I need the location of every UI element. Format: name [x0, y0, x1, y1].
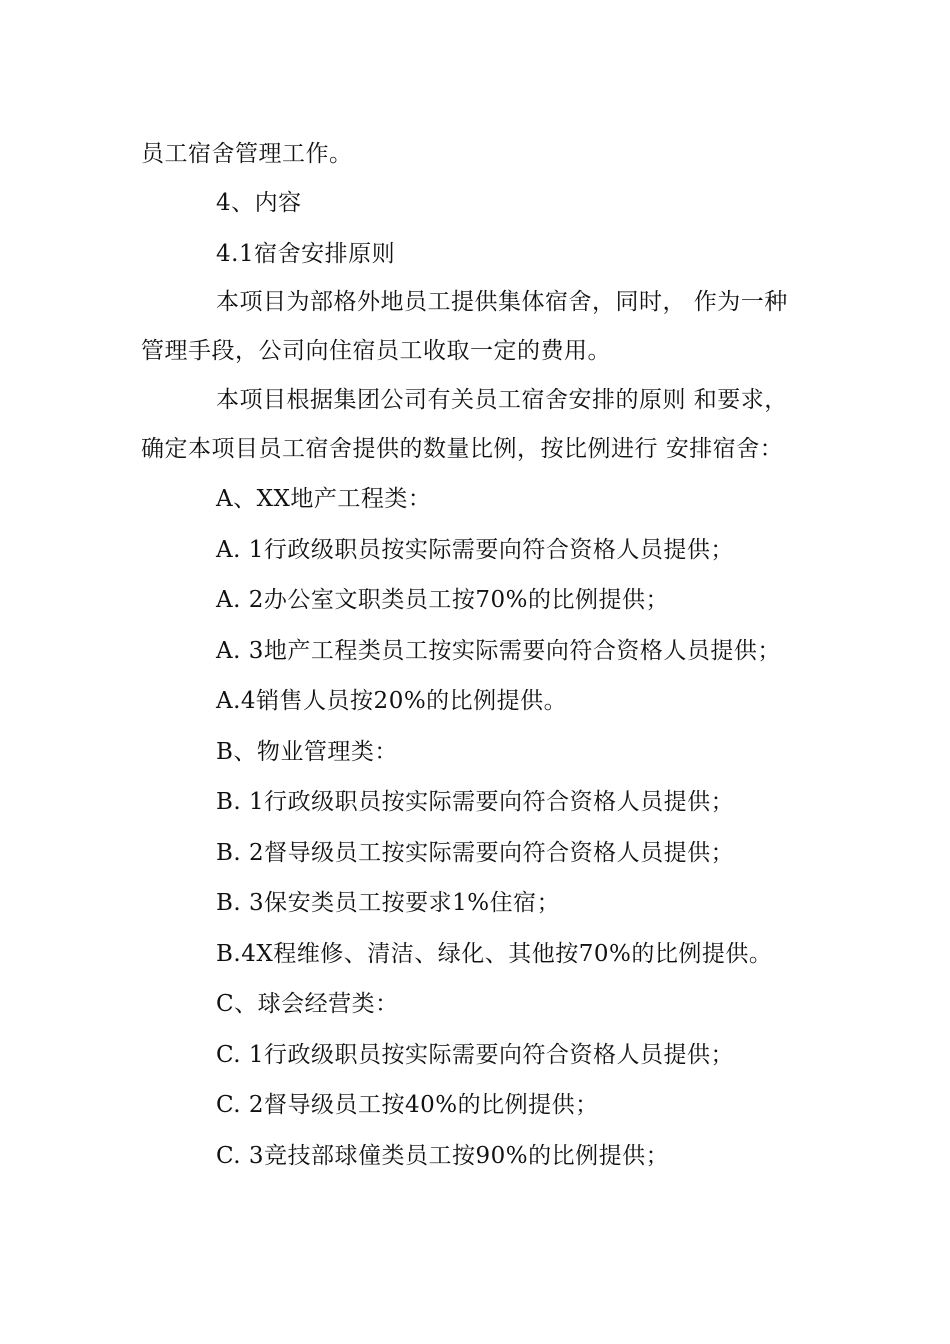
- list-item: B.4X程维修、清洁、绿化、其他按70%的比例提供。: [216, 941, 773, 967]
- list-item: B. 2督导级员工按实际需要向符合资格人员提供；: [216, 840, 735, 866]
- category-heading: C、球会经营类：: [216, 991, 399, 1017]
- category-heading: B、物业管理类：: [216, 739, 398, 765]
- paragraph-line: 确定本项目员工宿舍提供的数量比例，按比例进行 安排宿舍：: [141, 436, 784, 462]
- list-item: B. 1行政级职员按实际需要向符合资格人员提供；: [216, 789, 735, 815]
- list-item: A. 3地产工程类员工按实际需要向符合资格人员提供；: [216, 638, 781, 664]
- list-item: B. 3保安类员工按要求1%住宿；: [216, 890, 561, 916]
- list-item: C. 1行政级职员按实际需要向符合资格人员提供；: [216, 1042, 735, 1068]
- paragraph-line: 本项目为部格外地员工提供集体宿舍，同时， 作为一种: [216, 289, 788, 315]
- section-heading: 4、内容: [216, 190, 302, 216]
- paragraph-line: 本项目根据集团公司有关员工宿舍安排的原则 和要求，: [216, 387, 788, 413]
- list-item: C. 2督导级员工按40%的比例提供；: [216, 1092, 599, 1118]
- subsection-heading: 4.1宿舍安排原则: [216, 241, 396, 267]
- category-heading: A、XX地产工程类：: [216, 486, 432, 512]
- list-item: C. 3竞技部球僮类员工按90%的比例提供；: [216, 1143, 670, 1169]
- list-item: A. 2办公室文职类员工按70%的比例提供；: [216, 587, 669, 613]
- list-item: A. 1行政级职员按实际需要向符合资格人员提供；: [216, 537, 734, 563]
- paragraph-line: 管理手段，公司向住宿员工收取一定的费用。: [141, 338, 611, 364]
- list-item: A.4销售人员按20%的比例提供。: [216, 688, 568, 714]
- text-line: 员工宿舍管理工作。: [141, 141, 353, 167]
